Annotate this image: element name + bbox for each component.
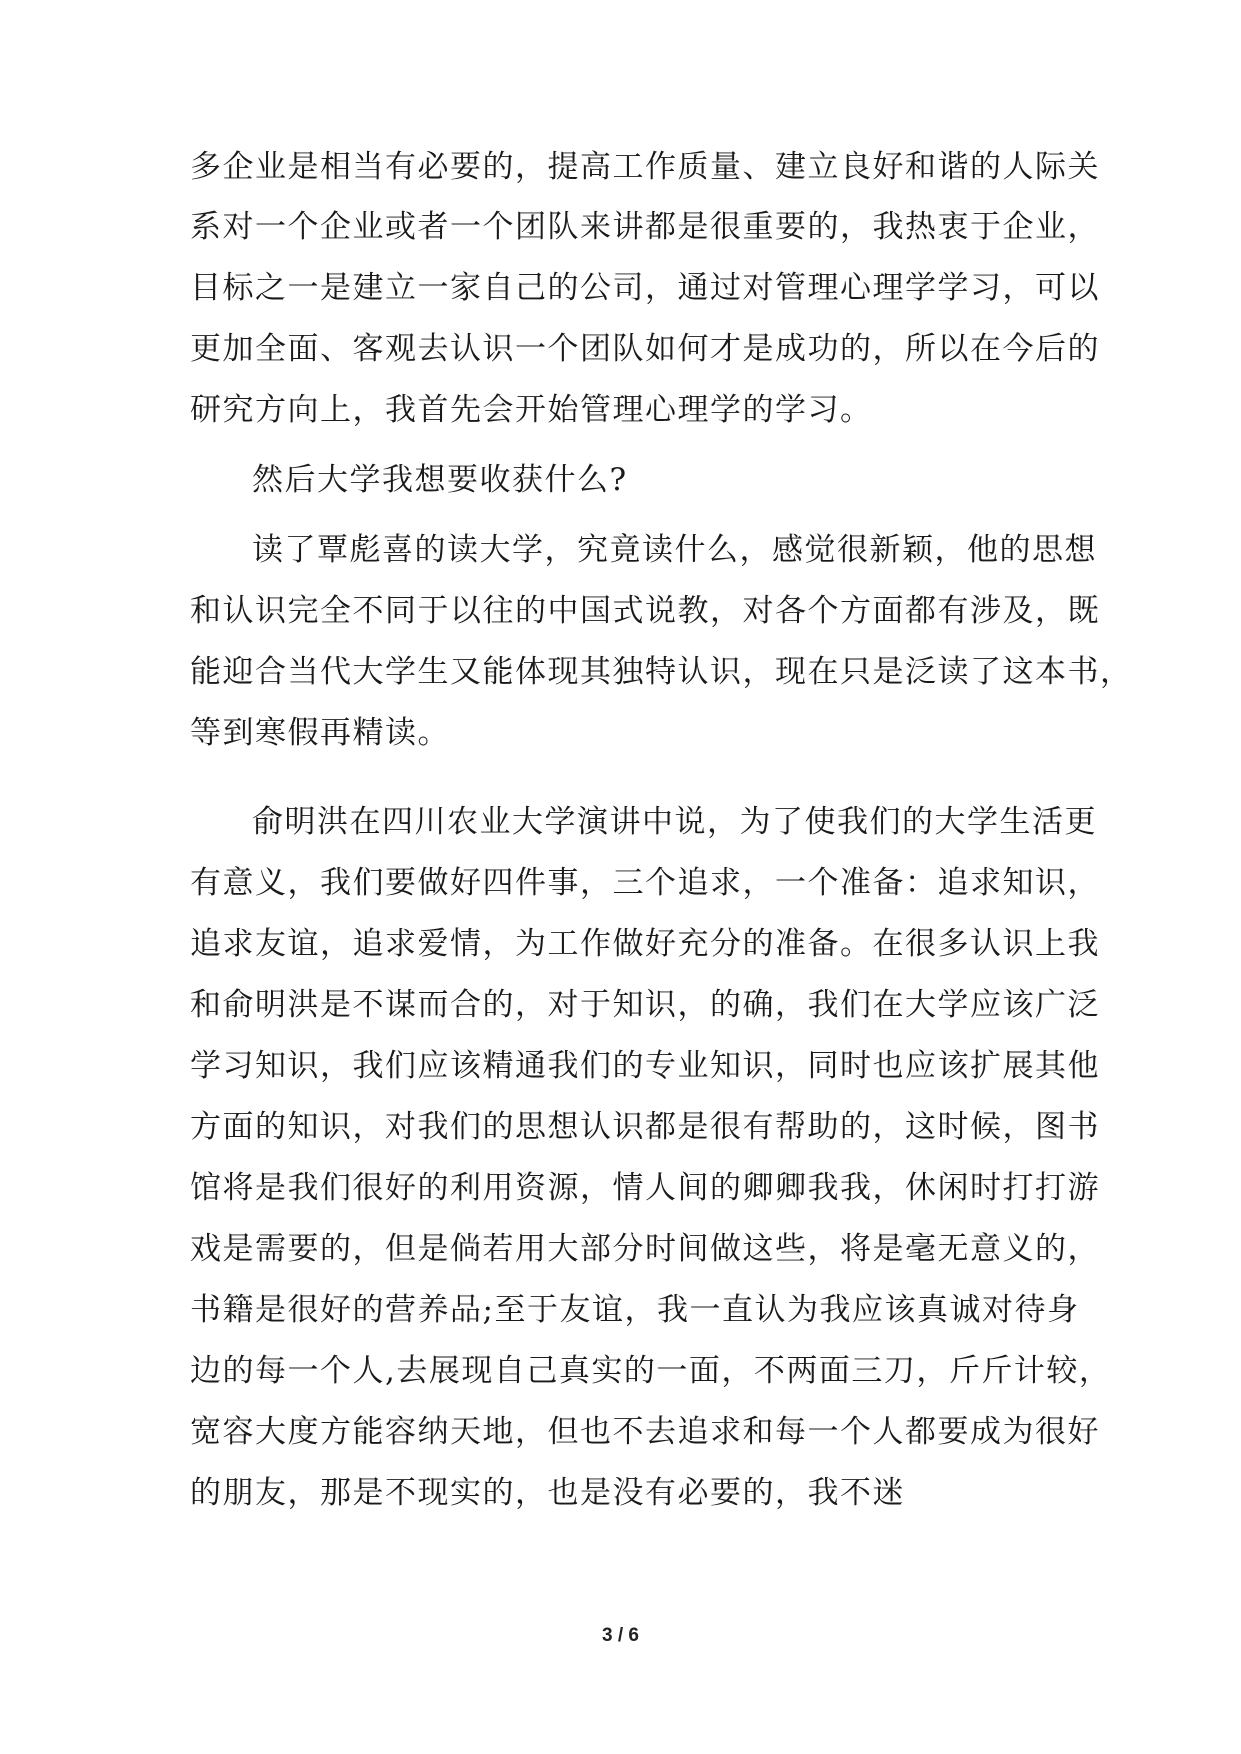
paragraph-line: 学习知识，我们应该精通我们的专业知识，同时也应该扩展其他	[190, 1048, 1100, 1084]
paragraph-line: 边的每一个人,去展现自己真实的一面，不两面三刀，斤斤计较，	[190, 1353, 1112, 1389]
paragraph-line: 戏是需要的，但是倘若用大部分时间做这些，将是毫无意义的，	[190, 1231, 1100, 1267]
paragraph-line: 馆将是我们很好的利用资源，情人间的卿卿我我，休闲时打打游	[190, 1170, 1100, 1206]
paragraph-line: 读了覃彪喜的读大学，究竟读什么，感觉很新颖，他的思想	[252, 532, 1097, 568]
paragraph-line: 目标之一是建立一家自己的公司，通过对管理心理学学习，可以	[190, 270, 1100, 306]
paragraph-line: 和认识完全不同于以往的中国式说教，对各个方面都有涉及，既	[190, 593, 1100, 629]
paragraph-line: 能迎合当代大学生又能体现其独特认识，现在只是泛读了这本书，	[190, 654, 1133, 690]
paragraph-line: 等到寒假再精读。	[190, 715, 450, 751]
paragraph-line: 更加全面、客观去认识一个团队如何才是成功的，所以在今后的	[190, 331, 1100, 367]
paragraph-line: 方面的知识，对我们的思想认识都是很有帮助的，这时候，图书	[190, 1109, 1100, 1145]
paragraph-line: 追求友谊，追求爱情，为工作做好充分的准备。在很多认识上我	[190, 926, 1100, 962]
paragraph-line: 系对一个企业或者一个团队来讲都是很重要的，我热衷于企业，	[190, 209, 1100, 245]
paragraph-line: 和俞明洪是不谋而合的，对于知识，的确，我们在大学应该广泛	[190, 987, 1100, 1023]
paragraph-line: 俞明洪在四川农业大学演讲中说，为了使我们的大学生活更	[252, 804, 1097, 840]
paragraph-line: 书籍是很好的营养品;至于友谊，我一直认为我应该真诚对待身	[190, 1292, 1080, 1328]
paragraph-line: 多企业是相当有必要的，提高工作质量、建立良好和谐的人际关	[190, 149, 1100, 185]
page-number: 3 / 6	[602, 1625, 639, 1646]
paragraph-line: 有意义，我们要做好四件事，三个追求，一个准备：追求知识，	[190, 865, 1100, 901]
paragraph-line: 宽容大度方能容纳天地，但也不去追求和每一个人都要成为很好	[190, 1414, 1100, 1450]
paragraph-line: 的朋友，那是不现实的，也是没有必要的，我不迷	[190, 1475, 905, 1511]
paragraph-line: 研究方向上，我首先会开始管理心理学的学习。	[190, 392, 873, 428]
paragraph-line: 然后大学我想要收获什么?	[252, 462, 628, 498]
